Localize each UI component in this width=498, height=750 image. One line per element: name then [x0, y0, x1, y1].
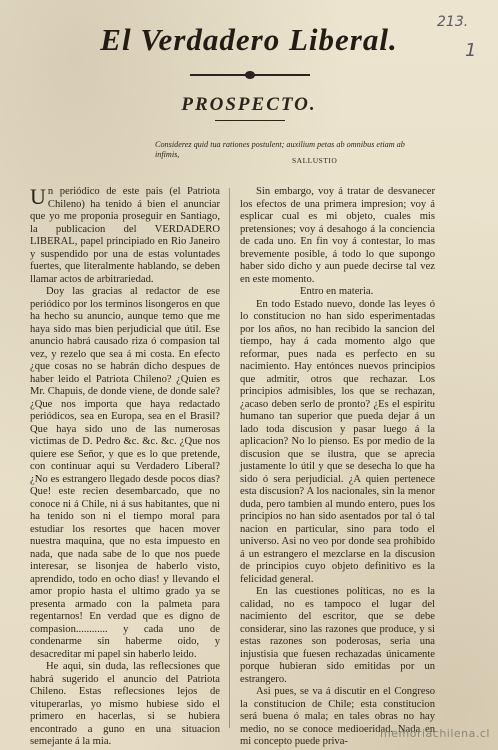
- page-mark: 1: [465, 40, 477, 61]
- right-paragraph-2: Entro en materia.: [300, 286, 374, 297]
- right-column: [240, 186, 435, 749]
- page-number: 213.: [437, 14, 469, 30]
- right-paragraph-5: Asi pues, se va á discutir en el Congreso la constitucion de Chile; esta constitucion será buena ó mala; en tales obras no hay medio, no se conoce medioeridad. Nada en mi concepto puede priva-: [240, 686, 435, 747]
- paragraph-text: n periódico de este pais (el Patriota Chileno) ha tenido á bien el anunciar que yo me proponia proseguir en Santiago, la publicacion del VERDADERO LIBERAL, papel principiado en Rio Janeiro y suspendido por una de estas voluntades fuertes, que literalmente hablando, se deben llamar actos de arbitrariedad.: [30, 186, 220, 285]
- left-paragraph-2: Doy las gracias al redactor de ese periódico por los terminos lisongeros en que ha hecho su anuncio, aunque temo que me haya sido mas bien perjudicial que útil. Ese anuncio habrá causado riza ó compasion tal vez, y rezelo que sea á mi costa. En efecto ¿que cosas no se habrán dicho despues de haber leido el Patriota Chileno? ¿Quien es Mr. Chapuis, de donde viene, de donde sale? ¿Que nos importa que haya redactado periódicos, sea en Europa, sea en el Brasil? Que haya sido uno de las numerosas victimas de D. Pedro &c. &c. &c. ¿Que nos quiere ese Señor, y que es lo que pretende, con continuar aqui su Verdadero Liberal? ¿No es estrangero llegado desde pocos dias? Que! este recien desembarcado, que no conoce ni á Chile, ni á sus habitantes, que ni ha tenido son ni el tiempo moral para estudiar los resortes que hacen mover nuestra maquina, que no esta impuesto en nada, que nada sabe de lo que nos puede interesar, se lisonjea de haberlo visto, aprendido, todo en ocho dias! y llevando el amor propio hasta el ultimo grado ya se presenta armado con la palmeta para regentarnos! En verdad que es digno de compasion............ y cada uno de condenarme sin haberme oido, y desacreditar mi papel sin haberlo leido.: [30, 286, 220, 660]
- left-column: [30, 186, 220, 749]
- ornamental-rule: [190, 73, 310, 77]
- right-paragraph-1: Sin embargo, voy á tratar de desvanecer los efectos de una primera impresion; voy á esplicar cual es mi objeto, cuales mis pretensiones; voy á desahogo á la conciencia de cada uno. En fin voy á contestar, lo mas brevemente posible, á todo lo que supongo haber sido dicho y aun puede decirse tal vez en este momento.: [240, 186, 435, 285]
- source-watermark: memoriachilena.cl: [380, 727, 490, 740]
- epigraph-text: Considerez quid tua rationes postulent; auxilium petas ab omnibus etiam ab infimis,: [155, 140, 405, 159]
- left-paragraph-3: He aqui, sin duda, las reflecsiones que habrá sugerido el anuncio del Patriota Chileno. Estas reflecsiones lejos de vituperarlas, yo mismo hubiese sido el primero en hacerlas, si se hubiera encontrado a guno en una situacion semejante á la mia.: [30, 661, 220, 747]
- column-divider: [229, 188, 230, 728]
- masthead-title: El Verdadero Liberal.: [100, 22, 398, 57]
- left-paragraph-1: [30, 186, 220, 286]
- epigraph-author: SALLUSTIO: [292, 156, 338, 165]
- right-paragraph-3: En todo Estado nuevo, donde las leyes ó lo constitucion no han sido esperimentadas por los años, no han recibido la sancion del tiempo, hay á cada momento algo que reformar, pues nada es perfecto en su nacimiento. Hay entónces nuevos principios que admitir, otros que rechazar. Los principios admisibles, los que se rechazan, ¿acaso deben serlo de pronto? ¿Es el espiritu humano tan superior que pueda dejar á un lado toda discusion y pasar luego á la aplicacion? No lo pienso. Es por medio de la discusion que se ilustra, que se aprecia justamente lo útil y que se desecha lo que ha sido ó sera perjudicial. ¿A quien pertenece esta discusion? A los nacionales, sin la menor duda, pero tambien al mundo entero, pues los principios no han sido asentados por tal ó tal nacion en particular, sino para todo el universo. Asi no veo por donde sea prohibido á un estrangero el mezclarse en la discusion de principios cuyo objeto definitivo es la felicidad general.: [240, 298, 435, 585]
- section-title: PROSPECTO.: [181, 94, 317, 115]
- title-underline: [215, 120, 285, 121]
- drop-cap: U: [30, 184, 46, 209]
- right-paragraph-4: En las cuestiones políticas, no es la calidad, no es tampoco el lugar del nacimiento del escritor, que se debe considerar, sino las razones que produce, y si estas razones son poderosas, seria una injustisia que fuesen rechazadas únicamente porque hubieran sido emitidas por un estrangero.: [240, 586, 435, 685]
